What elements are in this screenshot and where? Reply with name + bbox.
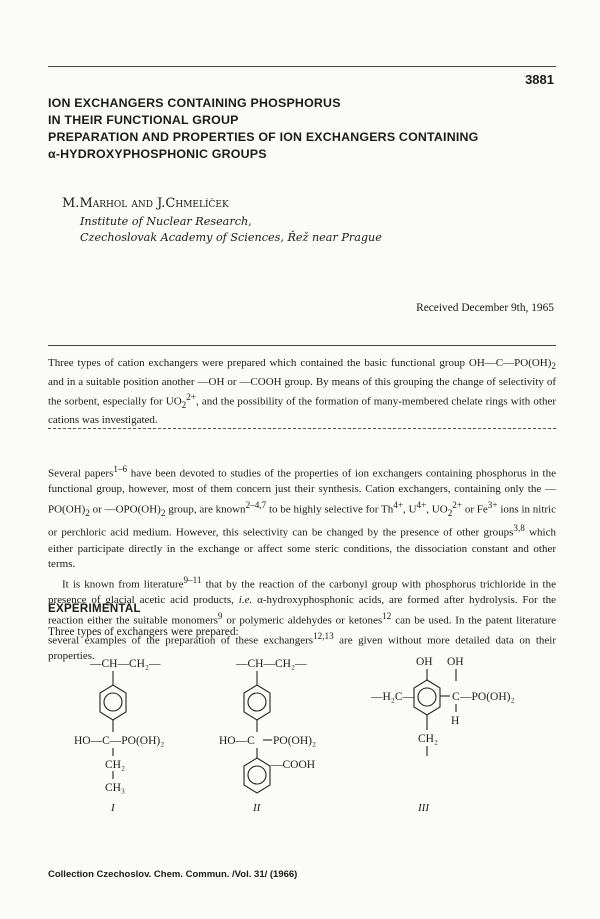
structure-III-oh-2: OH xyxy=(447,656,464,668)
received-date: Received December 9th, 1965 xyxy=(416,302,554,314)
section-intro: Three types of exchangers were prepared: xyxy=(48,626,239,638)
structure-II xyxy=(219,658,316,814)
title-line-4: α-HYDROXYPHOSPHONIC GROUPS xyxy=(48,147,267,161)
structure-III-label: III xyxy=(418,802,429,814)
article-title xyxy=(48,95,478,163)
title-line-1: ION EXCHANGERS CONTAINING PHOSPHORUS xyxy=(48,96,341,110)
structure-I xyxy=(74,658,164,814)
structure-III-c: C xyxy=(452,691,460,703)
structure-III-left: —H₂C— xyxy=(371,691,414,703)
authors: M.Marhol and J.Chmelíček xyxy=(62,196,229,211)
paragraph-2: It is known from literature$^{9-11}$ that by the reaction of the carbonyl group with phosphorus trichloride in the presence of glacial acetic acid products, i.e. α-hydroxyphosphonic acids, are formed after hydrolysis. For the reaction either the suitable monomers$^9$ or polymeric aldehydes or ketones$^{12}$ can be used. In the patent literature several examples of the preparation of these exchangers$^{12,13}$ are given without more detailed data on their properties. xyxy=(48,574,557,663)
abstract: Three types of cation exchangers were prepared which contained the basic functional group $OH—C—PO(OH)_2$ and in a suitable position another —OH or —COOH group. By means of this grouping the change of selectivity of the sorbent, especially for $UO_2^{2+}$, and the possibility of the formation of many-membered chelate rings with other cations was investigated. xyxy=(48,357,556,427)
structure-II-chain: —CH—CH₂— xyxy=(236,658,307,670)
paragraph-1: Several papers$^{1-6}$ have been devoted to studies of the properties of ion exchangers containing phosphorus in the functional group, however, most of them concern just their synthesis. Cation exchangers, containing only the $—PO(OH)_2$ or $—OPO(OH)_2$ group, are known$^{2-4,7}$ to be highly selective for $Th^{4+}$, $U^{4+}$, $UO_2^{2+}$ or $Fe^{3+}$ ions in nitric or perchloric acid medium. However, this selectivity can be changed by the presence of other groups$^{3,8}$ which either participate directly in the exchange or affect some steric conditions, the dissociation constant and other terms. xyxy=(48,464,557,571)
structure-II-ring-circle-1 xyxy=(248,693,266,711)
affiliation xyxy=(80,214,382,246)
abstract-bottom-rule xyxy=(48,428,556,429)
structure-II-group-right: PO(OH)₂ xyxy=(273,735,316,747)
affiliation-line-1: Institute of Nuclear Research, xyxy=(80,215,252,228)
header-rule xyxy=(48,66,556,67)
abstract-top-rule xyxy=(48,345,556,346)
structure-III-ring-circle xyxy=(418,688,436,706)
structure-I-group: HO—C—PO(OH)₂ xyxy=(74,735,165,747)
structure-I-ring-circle xyxy=(104,693,122,711)
structure-II-ring-circle-2 xyxy=(248,766,266,784)
structure-I-label: I xyxy=(111,802,115,814)
structure-I-chain: —CH—CH₂— xyxy=(90,658,161,670)
structure-III-h: H xyxy=(451,715,460,727)
structure-II-label: II xyxy=(253,802,261,814)
journal-footer: Collection Czechoslov. Chem. Commun. /Vol. 31/ (1966) xyxy=(48,869,298,880)
structure-III-ch2: CH₂ xyxy=(418,733,438,745)
affiliation-line-2: Czechoslovak Academy of Sciences, Řež near Prague xyxy=(80,231,382,244)
structure-II-cooh: —COOH xyxy=(271,759,316,771)
title-line-2: IN THEIR FUNCTIONAL GROUP xyxy=(48,113,239,127)
structure-diagrams xyxy=(0,650,600,860)
title-line-3: PREPARATION AND PROPERTIES OF ION EXCHANGERS CONTAINING xyxy=(48,130,479,144)
structure-I-ch3: CH₃ xyxy=(105,782,125,794)
structure-III-oh-1: OH xyxy=(416,656,433,668)
section-heading: EXPERIMENTAL xyxy=(48,603,141,615)
structure-III xyxy=(370,656,514,814)
structure-III-right: —PO(OH)₂ xyxy=(460,691,515,703)
structure-I-ch2: CH₂ xyxy=(105,759,125,771)
structure-II-group-left: HO—C xyxy=(219,735,255,747)
page-number: 3881 xyxy=(525,72,554,87)
